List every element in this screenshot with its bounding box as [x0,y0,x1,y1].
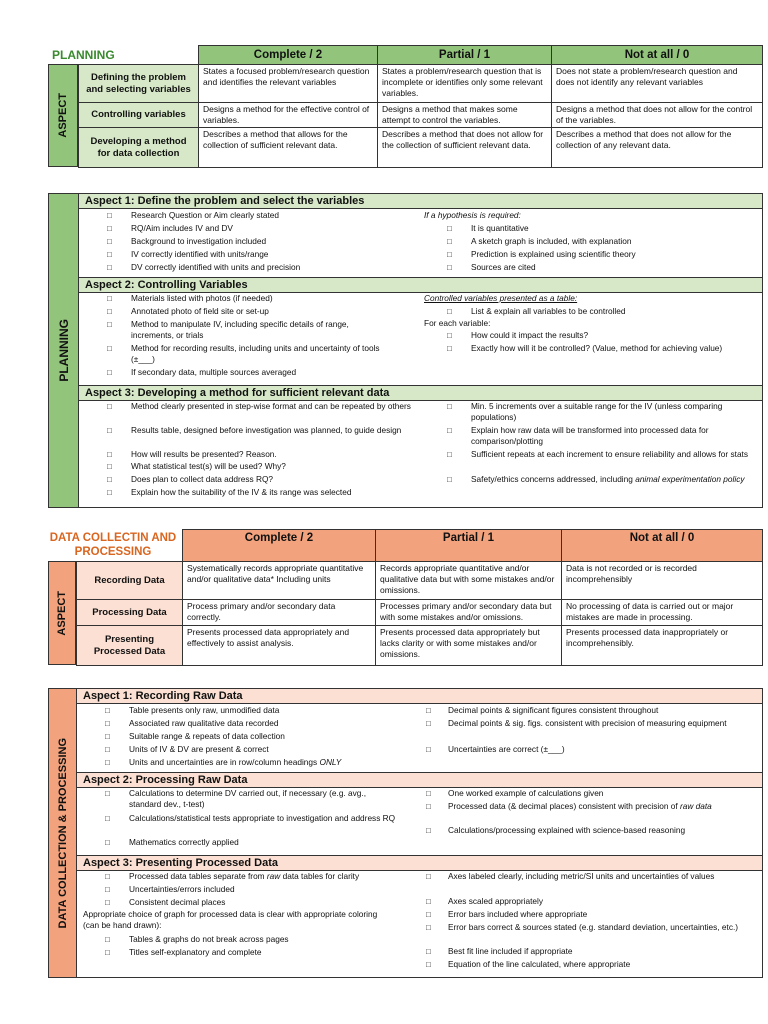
rubric-row [77,626,763,666]
tables-text-end: data tables for clarity [280,871,360,881]
row-label: Developing a method for data collection [79,128,199,168]
list-item: Table presents only raw, unmodified data [129,705,280,715]
dcp-side [49,689,77,977]
checkbox-icon[interactable]: □ [426,897,431,906]
list-item: Calculations/statistical tests appropriate to investigation and address RQ [129,813,396,823]
list-item: Explain how raw data will be transformed into processed data for comparison/plotting [471,425,709,446]
checkbox-icon[interactable]: □ [426,872,431,881]
aspect2-heading: Aspect 2: Processing Raw Data [77,772,762,788]
planning-title: PLANNING [52,48,115,62]
raw-italic: raw [266,871,281,881]
checkbox-icon[interactable]: □ [107,450,112,459]
rubric-row [79,128,763,168]
aspect2-heading: Aspect 2: Controlling Variables [79,277,762,293]
planning-side-label: PLANNING [56,319,71,382]
list-item: Materials listed with photos (if needed) [131,293,273,303]
checkbox-icon[interactable]: □ [107,263,112,272]
checkbox-icon[interactable]: □ [426,789,431,798]
cell-complete: Designs a method for the effective control of variables. [199,103,378,128]
checkbox-icon[interactable]: □ [107,320,112,329]
checkbox-icon[interactable]: □ [107,462,112,471]
dcp-header-row [182,529,763,562]
planning-side [49,194,79,507]
graph-note: Appropriate choice of graph for processed data is clear with appropriate coloring (can be hand drawn): [83,909,378,930]
list-item: Sources are cited [471,262,536,272]
row-label: Defining the problem and selecting variables [79,65,199,103]
checkbox-icon[interactable]: □ [426,910,431,919]
raw-data-italic: raw data [679,801,712,811]
list-item: How could it impact the results? [471,330,589,340]
aspect2-body [77,787,762,855]
checkbox-icon[interactable]: □ [107,211,112,220]
list-item: List & explain all variables to be controlled [471,306,626,316]
cell-none: Does not state a problem/research question and does not identify any relevant variables [552,65,763,103]
aspect-label: ASPECT [56,590,68,636]
list-item: One worked example of calculations given [448,788,604,798]
aspect2-body [79,292,762,385]
checkbox-icon[interactable]: □ [107,488,112,497]
list-item: Calculations/processing explained with science-based reasoning [448,825,686,835]
planning-aspect-side [48,64,78,167]
aspect3-heading: Aspect 3: Developing a method for sufficient relevant data [79,385,762,401]
header-partial: Partial / 1 [378,46,552,64]
checkbox-icon[interactable]: □ [107,344,112,353]
checkbox-icon[interactable]: □ [107,475,112,484]
only-italic: ONLY [319,757,342,767]
list-item: Method clearly presented in step-wise format and can be repeated by others [131,401,411,411]
checkbox-icon[interactable]: □ [107,294,112,303]
checkbox-icon[interactable]: □ [105,872,110,881]
list-item: DV correctly identified with units and precision [131,262,301,272]
list-item: Axes labeled clearly, including metric/SI units and uncertainties of values [448,871,715,881]
cell-none: Designs a method that does not allow for the control of the variables. [552,103,763,128]
list-item [129,757,341,768]
aspect3-heading: Aspect 3: Presenting Processed Data [77,855,762,871]
list-item: Titles self-explanatory and complete [129,947,262,957]
rubric-row [77,562,763,600]
processed-text: Processed data (& decimal places) consistent with precision of [448,801,680,811]
checkbox-icon[interactable]: □ [447,450,452,459]
checkbox-icon[interactable]: □ [105,814,110,823]
safety-italic: animal experimentation policy [635,474,745,484]
dcp-rubric-table [76,561,763,666]
list-item: Uncertainties are correct (±___) [448,744,565,754]
cell-partial: Processes primary and/or secondary data but with some mistakes and/or omissions. [376,600,562,626]
list-item: Exactly how will it be controlled? (Value, method for achieving value) [471,343,723,353]
list-item: Min. 5 increments over a suitable range for the IV (unless comparing populations) [471,401,723,422]
row-label: Processing Data [77,600,183,626]
cell-partial: Describes a method that does not allow for the collection of sufficient relevant data. [378,128,552,168]
checkbox-icon[interactable]: □ [447,426,452,435]
checkbox-icon[interactable]: □ [426,826,431,835]
cell-none: Presents processed data inappropriately or incomprehensibly. [562,626,763,666]
list-item: Method for recording results, including units and uncertainty of tools (±___) [131,343,380,364]
aspect-label: ASPECT [57,93,69,138]
checkbox-icon[interactable]: □ [105,898,110,907]
checkbox-icon[interactable]: □ [447,263,452,272]
list-item: Sufficient repeats at each increment to ensure reliability and allows for stats [471,449,749,459]
header-none: Not at all / 0 [629,532,695,544]
checkbox-icon[interactable]: □ [426,719,431,728]
cell-complete: Describes a method that allows for the collection of sufficient relevant data. [199,128,378,168]
rubric-row [79,103,763,128]
list-item: Calculations to determine DV carried out, if necessary (e.g. avg., standard dev., t-test) [129,788,367,809]
hypothesis-heading: If a hypothesis is required: [424,210,521,220]
units-text: Units and uncertainties are in row/column headings [129,757,320,767]
list-item: Prediction is explained using scientific theory [471,249,636,259]
cell-none: Data is not recorded or is recorded incomprehensibly [562,562,763,600]
checkbox-icon[interactable]: □ [105,838,110,847]
cell-complete: Systematically records appropriate quantitative and/or qualitative data* Including units [183,562,376,600]
list-item: Suitable range & repeats of data collection [129,731,285,741]
header-complete: Complete / 2 [199,46,378,64]
list-item: How will results be presented? Reason. [131,449,277,459]
list-item: Equation of the line calculated, where appropriate [448,959,631,969]
checkbox-icon[interactable]: □ [107,402,112,411]
list-item: Uncertainties/errors included [129,884,235,894]
cell-complete: States a focused problem/research question and identifies the relevant variables [199,65,378,103]
checkbox-icon[interactable]: □ [426,706,431,715]
cell-complete: Process primary and/or secondary data correctly. [183,600,376,626]
header-none: Not at all / 0 [624,49,690,61]
checkbox-icon[interactable]: □ [107,368,112,377]
checkbox-icon[interactable]: □ [105,719,110,728]
list-item: Best fit line included if appropriate [448,946,573,956]
planning-checklist [48,193,763,508]
tables-text: Processed data tables separate from [129,871,267,881]
list-item: Units of IV & DV are present & correct [129,744,269,754]
aspect3-body [79,400,762,508]
list-item: Decimal points & significant figures consistent throughout [448,705,659,715]
checkbox-icon[interactable]: □ [105,706,110,715]
list-item: Associated raw qualitative data recorded [129,718,279,728]
row-label: Presenting Processed Data [77,626,183,666]
checkbox-icon[interactable]: □ [105,948,110,957]
checkbox-icon[interactable]: □ [107,224,112,233]
checkbox-icon[interactable]: □ [105,732,110,741]
list-item [448,801,748,812]
checkbox-icon[interactable]: □ [426,745,431,754]
aspect1-heading: Aspect 1: Recording Raw Data [77,689,762,704]
list-item: RQ/Aim includes IV and DV [131,223,233,233]
list-item: Annotated photo of field site or set-up [131,306,269,316]
checkbox-icon[interactable]: □ [447,250,452,259]
dcp-title: DATA COLLECTIN AND PROCESSING [49,532,177,558]
checkbox-icon[interactable]: □ [426,960,431,969]
checkbox-icon[interactable]: □ [447,307,452,316]
list-item: Explain how the suitability of the IV & its range was selected [131,487,352,497]
aspect1-heading: Aspect 1: Define the problem and select the variables [79,194,762,209]
row-label: Controlling variables [79,103,199,128]
aspect3-body [77,870,762,976]
checkbox-icon[interactable]: □ [105,885,110,894]
checkbox-icon[interactable]: □ [105,789,110,798]
checkbox-icon[interactable]: □ [426,947,431,956]
checkbox-icon[interactable]: □ [426,802,431,811]
cell-none: Describes a method that does not allow for the collection of any relevant data. [552,128,763,168]
controlled-heading: Controlled variables presented as a table: [424,293,578,303]
cell-none: No processing of data is carried out or major mistakes are made in processing. [562,600,763,626]
dcp-side-label: DATA COLLECTION & PROCESSING [56,737,69,929]
list-item: Consistent decimal places [129,897,226,907]
dcp-checklist [48,688,763,978]
checkbox-icon[interactable]: □ [105,745,110,754]
planning-header-row [198,45,763,65]
rubric-row [77,600,763,626]
checkbox-icon[interactable]: □ [105,935,110,944]
checkbox-icon[interactable]: □ [447,475,452,484]
cell-partial: Presents processed data appropriately but lacks clarity or with some mistakes and/or omissions. [376,626,562,666]
dcp-aspect-side [48,561,76,665]
list-item: Does plan to collect data address RQ? [131,474,274,484]
list-item [471,474,761,485]
row-label: Recording Data [77,562,183,600]
list-item: If secondary data, multiple sources averaged [131,367,297,377]
aspect1-body [79,209,762,285]
checkbox-icon[interactable]: □ [105,758,110,767]
checkbox-icon[interactable]: □ [447,344,452,353]
cell-partial: Records appropriate quantitative and/or qualitative data but with some mistakes and/or omissions. [376,562,562,600]
planning-rubric-table [78,64,763,168]
header-complete: Complete / 2 [183,530,376,561]
list-item: Tables & graphs do not break across pages [129,934,289,944]
checkbox-icon[interactable]: □ [107,426,112,435]
list-item: Research Question or Aim clearly stated [131,210,280,220]
aspect1-body [77,704,762,772]
checkbox-icon[interactable]: □ [107,307,112,316]
checkbox-icon[interactable]: □ [107,250,112,259]
list-item [129,871,359,882]
checkbox-icon[interactable]: □ [107,237,112,246]
list-item: Results table, designed before investigation was planned, to guide design [131,425,402,435]
cell-partial: Designs a method that makes some attempt to control the variables. [378,103,552,128]
safety-text: Safety/ethics concerns addressed, including [471,474,636,484]
list-item: It is quantitative [471,223,529,233]
list-item: What statistical test(s) will be used? Why? [131,461,286,471]
for-each-label: For each variable: [424,318,491,328]
checkbox-icon[interactable]: □ [447,402,452,411]
list-item: Mathematics correctly applied [129,837,239,847]
header-partial: Partial / 1 [376,530,562,561]
list-item: Decimal points & sig. figs. consistent with precision of measuring equipment [448,718,727,728]
list-item: Error bars correct & sources stated (e.g. standard deviation, uncertainties, etc.) [448,922,739,932]
cell-partial: States a problem/research question that is incomplete or identifies only some relevant variables. [378,65,552,103]
cell-complete: Presents processed data appropriately and effectively to assist analysis. [183,626,376,666]
list-item: A sketch graph is included, with explanation [471,236,632,246]
rubric-row [79,65,763,103]
checkbox-icon[interactable]: □ [426,923,431,932]
checkbox-icon[interactable]: □ [447,224,452,233]
checkbox-icon[interactable]: □ [447,237,452,246]
checkbox-icon[interactable]: □ [447,331,452,340]
list-item: Background to investigation included [131,236,267,246]
list-item: IV correctly identified with units/range [131,249,269,259]
list-item: Error bars included where appropriate [448,909,588,919]
list-item: Method to manipulate IV, including specific details of range, increments, or trials [131,319,349,340]
list-item: Axes scaled appropriately [448,896,544,906]
